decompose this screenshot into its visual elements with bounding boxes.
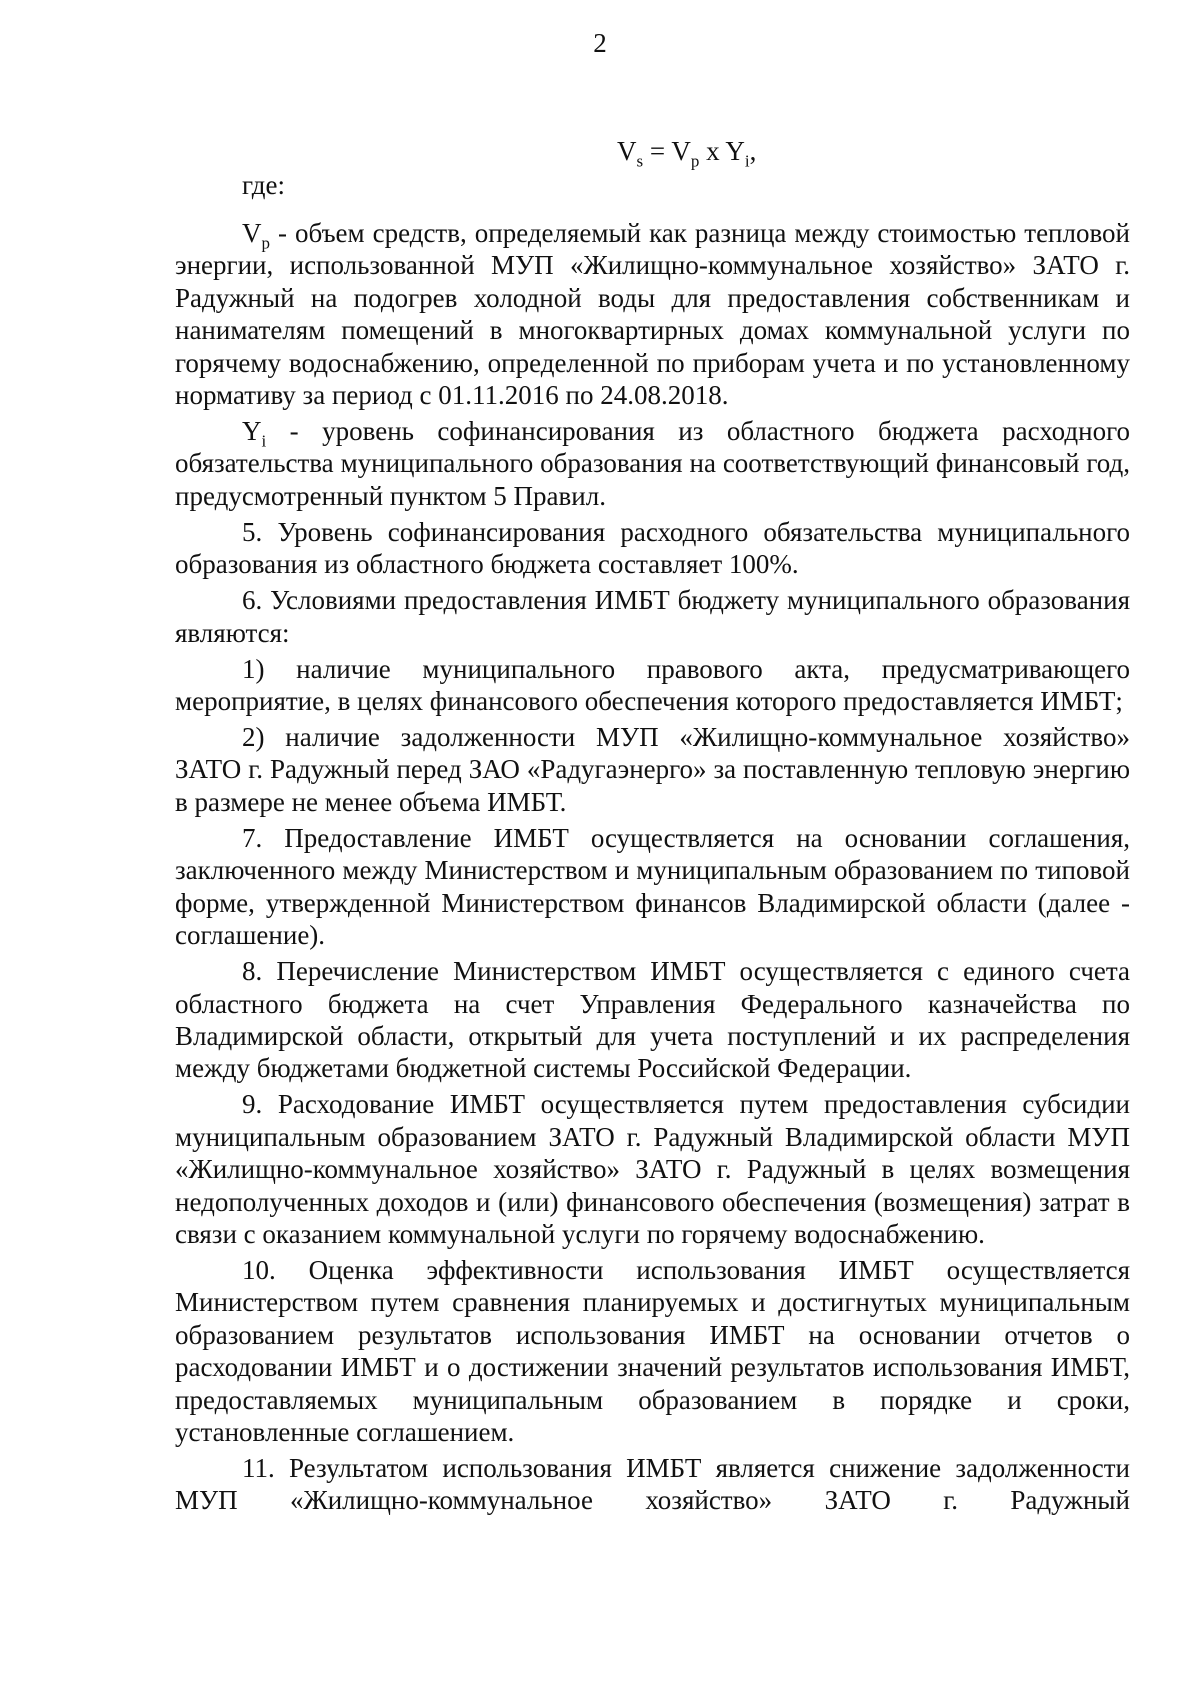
formula-y: Y xyxy=(725,136,745,166)
formula-times: x xyxy=(699,136,726,166)
formula-y-sub: i xyxy=(744,151,750,171)
formula-lhs-sub: s xyxy=(636,151,644,171)
variable-yi-sub: i xyxy=(261,431,267,451)
paragraph-yi xyxy=(175,415,1130,512)
paragraph-6-item-1: 1) наличие муниципального правового акта, предусматривающего мероприятие, в целях финансового обеспечения которого предоставляется ИМБТ; xyxy=(175,653,1130,717)
variable-yi-letter: Y xyxy=(242,416,262,447)
paragraph-9: 9. Расходование ИМБТ осуществляется путем предоставления субсидии муниципальным образованием ЗАТО г. Радужный Владимирской области МУП «Жилищно-коммунальное хозяйство» ЗАТО г. Радужный в целях возмещения недополученных доходов и (или) финансового обеспечения (возмещения) затрат в связи с оказанием коммунальной услуги по горячему водоснабжению. xyxy=(175,1089,1130,1249)
paragraph-10: 10. Оценка эффективности использования ИМБТ осуществляется Министерством путем сравнения планируемых и достигнутых муниципальным образованием результатов использования ИМБТ на основании отчетов о расходовании ИМБТ и о достижении значений результатов использования ИМБТ, предоставляемых муниципальным образованием в порядке и сроки, установленные соглашением. xyxy=(175,1254,1130,1447)
paragraph-yi-text: - уровень софинансирования из областного бюджета расходного обязательства муниципального образования на соответствующий финансовый год, предусмотренный пунктом 5 Правил. xyxy=(175,416,1130,511)
formula-v: V xyxy=(671,136,691,166)
formula-tail: , xyxy=(749,136,757,166)
formula xyxy=(617,136,756,171)
paragraph-11: 11. Результатом использования ИМБТ является снижение задолженности МУП «Жилищно-коммунальное хозяйство» ЗАТО г. Радужный xyxy=(175,1452,1130,1516)
where-label: где: xyxy=(242,170,285,200)
variable-vp xyxy=(242,218,270,253)
paragraph-vp xyxy=(175,217,1130,411)
variable-yi xyxy=(242,416,267,451)
paragraph-6: 6. Условиями предоставления ИМБТ бюджету муниципального образования являются: xyxy=(175,585,1130,648)
paragraph-5: 5. Уровень софинансирования расходного обязательства муниципального образования из областного бюджета составляет 100%. xyxy=(175,516,1130,580)
paragraph-8: 8. Перечисление Министерством ИМБТ осуществляется с единого счета областного бюджета на счет Управления Федерального казначейства по Владимирской области, открытый для учета поступлений и их распределения между бюджетами бюджетной системы Российской Федерации. xyxy=(175,956,1130,1084)
paragraph-7: 7. Предоставление ИМБТ осуществляется на основании соглашения, заключенного между Министерством и муниципальным образованием по типовой форме, утвержденной Министерством финансов Владимирской области (далее - соглашение). xyxy=(175,822,1130,951)
paragraph-vp-text: - объем средств, определяемый как разница между стоимостью тепловой энергии, использованной МУП «Жилищно-коммунальное хозяйство» ЗАТО г. Радужный на подогрев холодной воды для предоставления собственникам и нанимателям помещений в многоквартирных домах коммунальной услуги по горячему водоснабжению, определенной по приборам учета и по установленному нормативу за период с 01.11.2016 по 24.08.2018. xyxy=(175,218,1130,411)
page-number: 2 xyxy=(593,28,607,58)
variable-vp-letter: V xyxy=(242,218,262,248)
formula-lhs: V xyxy=(617,136,637,166)
formula-v-sub: p xyxy=(690,151,700,171)
variable-vp-sub: p xyxy=(261,233,270,253)
paragraph-6-item-2: 2) наличие задолженности МУП «Жилищно-коммунальное хозяйство» ЗАТО г. Радужный перед ЗАО «Радугаэнерго» за поставленную тепловую энергию в размере не менее объема ИМБТ. xyxy=(175,722,1130,817)
document-body xyxy=(175,217,1130,1520)
formula-eq: = xyxy=(643,136,672,166)
